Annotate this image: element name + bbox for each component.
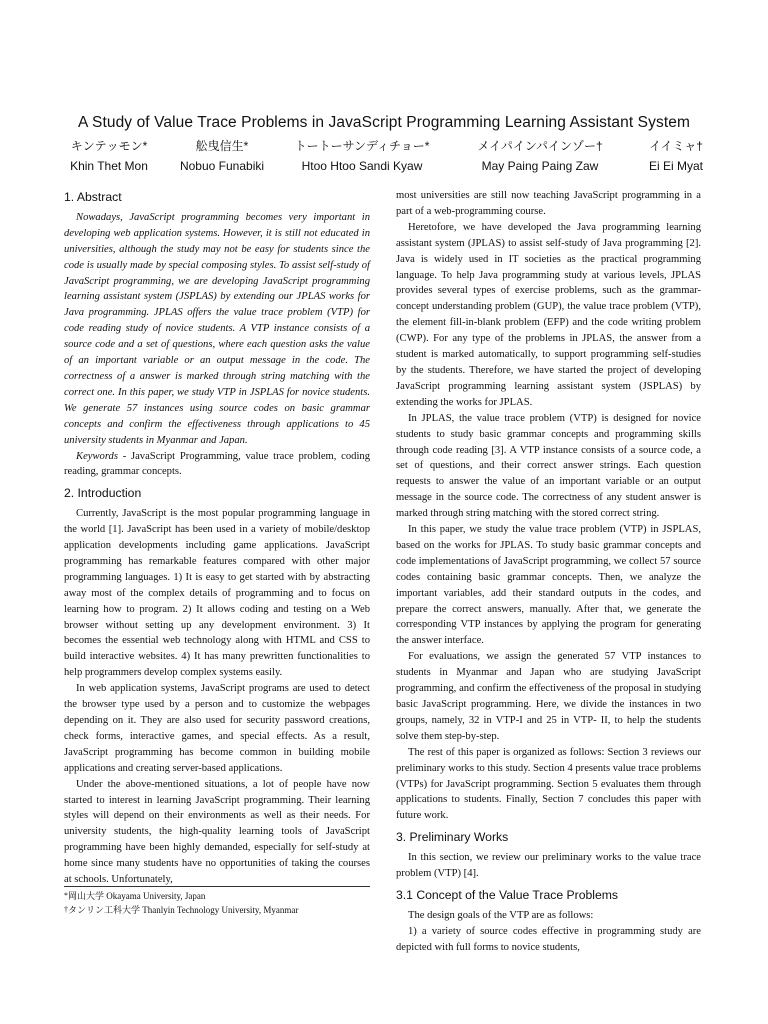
affiliation-mark: † (64, 905, 68, 914)
introduction-heading: 2. Introduction (64, 486, 142, 501)
author-name-jp: イイミャ† (649, 139, 703, 153)
intro-paragraph: Currently, JavaScript is the most popular programming language in the world [1]. JavaScript has been used in a variety of mobile/desktop application developments including game applications. JavaScript programming has remarkable features compared with other major programming languages. 1) It is easy to get started with by abstracting away most of the complex details of programming and to focus on learning how to program. 2) It allows coding and testing on a Web browser without setting up any development environment. 3) It becomes the essential web technology along with HTML and CSS to build interactive websites. 4) It has many prewritten functionalities to help programmers develop complex systems easily. (64, 508, 370, 679)
intro-paragraph: Heretofore, we have developed the Java programming learning assistant system (JPLAS) to assist self-study of Java programming [2]. Java is widely used in IT societies as the practical programming language. To help Java programming study at various levels, JPLAS provides several types of exercise problems, such as the grammar-concept understanding problem (GUP), the value trace problem (VTP), the element fill-in-blank problem (EFP) and the code writing problem (CWP). For any type of the problems in JPLAS, the answer from a student is marked automatically, to support programming self-studies by the students. Therefore, we have started the project of developing JavaScript programming learning assistant system (JSPLAS) by extending the works for JPLAS. (396, 221, 701, 408)
preliminary-works-heading: 3. Preliminary Works (396, 830, 509, 845)
author-2 (172, 136, 272, 176)
author-name-en: Khin Thet Mon (70, 159, 148, 173)
intro-paragraph: The rest of this paper is organized as follows: Section 3 reviews our preliminary works to this study. Section 4 presents value trace problems (VTPs) for JavaScript programming. Section 5 evaluates them through applications to students. Finally, Section 7 concludes this paper with future work. (396, 746, 701, 822)
author-3 (282, 136, 442, 176)
author-4 (470, 136, 610, 176)
author-name-jp: トートーサンディチョー* (294, 139, 430, 153)
prelim-paragraph: The design goals of the VTP are as follows: (408, 909, 594, 921)
affiliation-footnote (64, 886, 370, 917)
keywords-label: Keywords (76, 450, 118, 462)
keywords-text: - JavaScript Programming, value trace problem, coding reading, grammar concepts. (64, 450, 370, 478)
prelim-paragraph: 1) a variety of source codes effective in programming study are depicted with full forms to novice students, (396, 925, 701, 953)
affiliation-text: 岡山大学 Okayama University, Japan (68, 891, 206, 901)
author-name-en: Htoo Htoo Sandi Kyaw (301, 159, 423, 173)
prelim-paragraph: In this section, we review our preliminary works to the value trace problem (VTP) [4]. (396, 852, 701, 880)
author-1 (64, 136, 154, 176)
affiliation-text: タンリン工科大学 Thanlyin Technology University, Myanmar (68, 905, 299, 915)
author-name-jp: キンテッモン* (70, 139, 148, 153)
affiliation-line (64, 903, 370, 917)
intro-paragraph: In this paper, we study the value trace problem (VTP) in JSPLAS, based on the works for JPLAS. To study basic grammar concepts and code implementations of JavaScript programming, we collect 57 source codes containing basic grammar concepts. Then, we analyze the important variables, add their standard outputs in the codes, and prepare the correct answers, manually. After that, we generate the corresponding VTP instances by applying the program for generating the answer interface. (396, 524, 701, 647)
intro-paragraph: In JPLAS, the value trace problem (VTP) is designed for novice students to study basic grammar concepts and programming skills through code reading [3]. A VTP instance consists of a source code, a set of questions, and their correct answer strings. Each question requests to answer the value of an important variable or an output message in the source code. The correctness of any student answer is marked through string matching with the stored correct string. (396, 412, 701, 520)
paper-title: A Study of Value Trace Problems in JavaScript Programming Learning Assistant System (78, 114, 690, 131)
left-column (64, 190, 370, 888)
abstract-text: Nowadays, JavaScript programming becomes very important in developing web application systems. However, it is still not educated in universities, although the study may not be easy for students since the code is usually made by special composing styles. To assist self-study of JavaScript programming, we are developing JavaScript programming learning assistant system (JSPLAS) by extending our JPLAS works for Java programming. JPLAS offers the value trace problem (VTP) for code reading study of novice students. A VTP instance consists of a source code and a set of questions, where each question asks the value of an important variable or an output message in the code. The correctness of a answer is marked through string matching with the correct one. In this paper, we study VTP in JSPLAS for novice students. We generate 57 instances using source codes on basic grammar concepts and confirm the effectiveness through applications to 45 university students in Myanmar and Japan. (64, 211, 370, 446)
intro-paragraph: most universities are still now teaching JavaScript programming in a part of a web-programming course. (396, 190, 701, 217)
author-name-en: Ei Ei Myat (648, 159, 703, 173)
subsection-heading: 3.1 Concept of the Value Trace Problems (396, 887, 618, 902)
abstract-heading: 1. Abstract (64, 190, 122, 204)
intro-paragraph: Under the above-mentioned situations, a lot of people have now started to interest in learning JavaScript programming. Their learning styles will depend on their environments as well as their needs. For university students, the high-quality learning tools of JavaScript programming have been highly demanded, especially for self-study at home since many students have no opportunities of taking the courses at schools. Unfortunately, (64, 778, 370, 886)
author-name-jp: メイパインパインゾー† (477, 139, 603, 153)
author-name-en: May Paing Paing Zaw (481, 159, 599, 173)
author-list (0, 136, 768, 180)
intro-paragraph: For evaluations, we assign the generated 57 VTP instances to students in Myanmar and Japan who are studying JavaScript programming, and confirm the effectiveness of the proposal in studying basic JavaScript programming. Here, we divide the instances in two groups, namely, 32 in VTP-I and 25 in VTP- II, to help the students solve them step-by-step. (396, 651, 701, 742)
keywords-line (64, 449, 370, 481)
affiliation-mark: * (64, 891, 68, 900)
author-name-jp: 舩曳信生* (195, 139, 249, 153)
right-column (396, 188, 701, 956)
affiliation-line (64, 889, 370, 903)
author-5 (636, 136, 716, 176)
author-name-en: Nobuo Funabiki (179, 159, 265, 173)
intro-paragraph: In web application systems, JavaScript programs are used to detect the browser type used by a person and to customize the webpages depending on it. They are also used for security password creations, check forms, interactive games, and special effects. As a result, JavaScript programming has become common in building mobile applications and creating server-based applications. (64, 683, 370, 774)
